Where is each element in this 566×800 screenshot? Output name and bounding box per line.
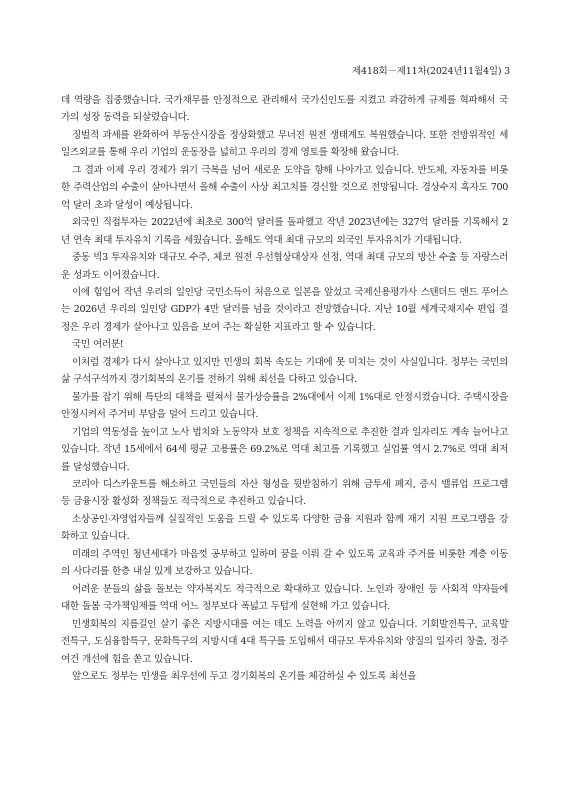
page-header: 제418회－제11차(2024년11월4일) 3 bbox=[352, 66, 510, 77]
paragraph: 앞으로도 정부는 민생을 최우선에 두고 경기회복의 온기를 체감하실 수 있도록 최선을 bbox=[72, 670, 417, 682]
paragraph: 외국인 직접투자는 2022년에 최초로 300억 달러를 돌파했고 작년 2023년에는 327억 달러를 기록해서 2년 연속 최대 투자유치 기록을 세웠습니다. 올해도 역대 최대 규모의 외국인 투자유치가 기대됩니다. bbox=[61, 217, 508, 246]
paragraph: 이에 힘입어 작년 우리의 일인당 국민소득이 처음으로 일본을 앞섰고 국제신용평가사 스탠더드 앤드 푸어스는 2026년 우리의 일인당 GDP가 4만 달러를 넘을 것이라고 전망했습니다. 지난 10월 세계국채지수 편입 결정은 우리 경제가 살아나고 있음을 보여 주는 확실한 지표라고 할 수 있습니다. bbox=[61, 286, 508, 333]
paragraph: 민생회복의 지름길인 살기 좋은 지방시대를 여는 데도 노력을 아끼지 않고 있습니다. 기회발전특구, 교육발전특구, 도심융합특구, 문화특구의 지방시대 4대 특구를 도입해서 대규모 투자유치와 양질의 일자리 창출, 정주여건 개선에 힘을 쏟고 있습니다. bbox=[61, 618, 508, 665]
paragraph: 물가를 잡기 위해 특단의 대책을 펼쳐서 물가상승률을 2%대에서 이제 1%대로 안정시켰습니다. 주택시장을 안정시켜서 주거비 부담을 덜어 드리고 있습니다. bbox=[61, 391, 508, 421]
salutation: 국민 여러분! bbox=[72, 339, 124, 351]
paragraph: 징벌적 과세를 완화하여 부동산시장을 정상화했고 무너진 원전 생태계도 복원했습니다. 또한 전방위적인 세일즈외교를 통해 우리 기업의 운동장을 넓히고 우리의 경제 영토를 확장해 왔습니다. bbox=[61, 129, 508, 159]
paragraph: 미래의 주역인 청년세대가 마음껏 공부하고 일하며 꿈을 이뤄 갈 수 있도록 교육과 주거를 비롯한 계층 이동의 사다리를 한층 내실 있게 보강하고 있습니다. bbox=[61, 548, 508, 578]
paragraph: 그 결과 이제 우리 경제가 위기 극복을 넘어 새로운 도약을 향해 나아가고 있습니다. 반도체, 자동차를 비롯한 주력산업의 수출이 살아나면서 올해 수출이 사상 최고치를 경신할 것으로 전망됩니다. 경상수지 흑자도 700억 달러 초과 달성이 예상됩니다. bbox=[61, 164, 508, 211]
paragraph: 코리아 디스카운트를 해소하고 국민들의 자산 형성을 뒷받침하기 위해 금투세 폐지, 증시 밸류업 프로그램 등 금융시장 활성화 정책들도 적극적으로 추진하고 있습니다. bbox=[61, 478, 508, 508]
paragraph: 이처럼 경제가 다시 살아나고 있지만 민생의 회복 속도는 기대에 못 미치는 것이 사실입니다. 정부는 국민의 삶 구석구석까지 경기회복의 온기를 전하기 위해 최선을 다하고 있습니다. bbox=[61, 356, 508, 386]
paragraph: 소상공인·자영업자들께 실질적인 도움을 드릴 수 있도록 다양한 금융 지원과 함께 재기 지원 프로그램을 강화하고 있습니다. bbox=[61, 513, 508, 543]
paragraph: 데 역량을 집중했습니다. 국가채무를 안정적으로 관리해서 국가신인도를 지켰고 과감하게 규제를 혁파해서 국가의 성장 동력을 되살렸습니다. bbox=[61, 95, 508, 124]
paragraph: 중동 빅3 투자유치와 대규모 수주, 체코 원전 우선협상대상자 선정, 역대 최대 규모의 방산 수출 등 자랑스러운 성과도 이어졌습니다. bbox=[61, 252, 508, 281]
speech-body bbox=[61, 92, 508, 685]
paragraph: 어려운 분들의 삶을 돌보는 약자복지도 적극적으로 확대하고 있습니다. 노인과 장애인 등 사회적 약자들에 대한 돌봄 국가책임제를 역대 어느 정부보다 폭넓고 두텁게 실현해 가고 있습니다. bbox=[61, 583, 508, 613]
paragraph: 기업의 역동성을 높이고 노사 법치와 노동약자 보호 정책을 지속적으로 추진한 결과 일자리도 계속 늘어나고 있습니다. 작년 15세에서 64세 평균 고용률은 69.2%로 역대 최고를 기록했고 실업률 역시 2.7%로 역대 최저를 달성했습니다. bbox=[61, 426, 508, 473]
